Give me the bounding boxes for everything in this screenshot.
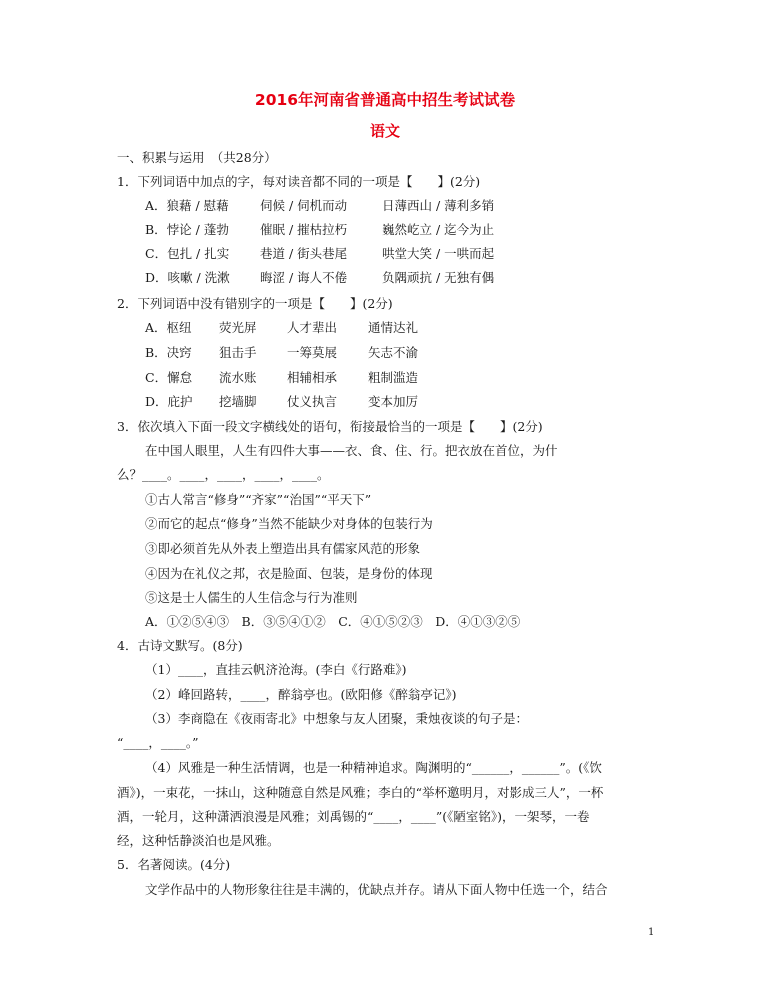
q2-option-b-1: B．决窍 (145, 345, 192, 360)
q5-line1: 文学作品中的人物形象往往是丰满的，优缺点并存。请从下面人物中任选一个，结合 (145, 882, 608, 897)
q2-option-d-4: 变本加厉 (368, 394, 419, 409)
q4-item-2: （2）峰回路转，____，醉翁亭也。(欧阳修《醉翁亭记》) (145, 687, 457, 702)
q3-stem: 3．依次填入下面一段文字横线处的语句，衔接最恰当的一项是【 】(2分) (117, 419, 543, 434)
q2-stem: 2．下列词语中没有错别字的一项是【 】(2分) (117, 296, 393, 311)
q1-option-b-2: 催眠 / 摧枯拉朽 (260, 222, 348, 237)
q3-sentence-4: ④因为在礼仪之邦，衣是脸面、包装，是身份的体现 (145, 566, 433, 581)
q2-option-b-2: 狙击手 (219, 345, 257, 360)
q4-item-4-line1: （4）风雅是一种生活情调，也是一种精神追求。陶渊明的“______，______”。(《饮 (145, 760, 602, 775)
q3-sentence-1: ①古人常言“修身”“齐家”“治国”“平天下” (145, 492, 372, 507)
q2-option-c-3: 相辅相承 (287, 370, 338, 385)
q1-option-a-3: 日薄西山 / 薄利多销 (382, 198, 495, 213)
q2-option-d-3: 仗义执言 (287, 394, 338, 409)
q1-stem: 1．下列词语中加点的字，每对读音都不同的一项是【 】(2分) (117, 174, 481, 189)
q2-option-a-3: 人才辈出 (287, 320, 338, 335)
q2-option-b-4: 矢志不渝 (368, 345, 419, 360)
q2-option-d-2: 挖墙脚 (219, 394, 257, 409)
q1-option-c-2: 巷道 / 街头巷尾 (260, 246, 348, 261)
q1-option-a-2: 伺候 / 伺机而动 (260, 198, 348, 213)
q4-item-1: （1）____，直挂云帆济沧海。(李白《行路难》) (145, 662, 407, 677)
q2-option-a-2: 荧光屏 (219, 320, 257, 335)
q2-option-d-1: D．庇护 (145, 394, 193, 409)
q5-stem: 5．名著阅读。(4分) (117, 857, 231, 872)
q3-paragraph-line1: 在中国人眼里，人生有四件大事——衣、食、住、行。把衣放在首位，为什 (145, 443, 558, 458)
q2-option-c-1: C．懈怠 (145, 370, 193, 385)
exam-title: 2016年河南省普通高中招生考试试卷 (254, 91, 516, 109)
q4-item-3-blank: “____，____。” (117, 735, 199, 750)
q1-option-a-1: A．狼藉 / 慰藉 (145, 198, 229, 213)
q1-option-c-1: C．包扎 / 扎实 (145, 246, 230, 261)
q4-item-4-line3: 酒，一轮月，这种潇洒浪漫是风雅；刘禹锡的“____，____”(《陋室铭》)，一架琴，一卷 (117, 809, 590, 824)
q2-option-a-4: 通情达礼 (368, 320, 419, 335)
q1-option-b-3: 巍然屹立 / 迄今为止 (382, 222, 495, 237)
q2-option-b-3: 一筹莫展 (287, 345, 338, 360)
q4-item-3: （3）李商隐在《夜雨寄北》中想象与友人团聚，秉烛夜谈的句子是： (145, 711, 528, 726)
q3-sentence-5: ⑤这是士人儒生的人生信念与行为准则 (145, 590, 358, 605)
q3-paragraph-line2: 么？____。____，____，____，____。 (117, 467, 330, 482)
q1-option-d-3: 负隅顽抗 / 无独有偶 (382, 270, 495, 285)
q2-option-a-1: A．枢纽 (145, 320, 192, 335)
q3-sentence-3: ③即必须首先从外表上塑造出具有儒家风范的形象 (145, 541, 421, 556)
q3-options: A．①②⑤④③ B．③⑤④①② C．④①⑤②③ D．④①③②⑤ (145, 614, 521, 629)
q1-option-c-3: 哄堂大笑 / 一哄而起 (382, 246, 495, 261)
page-number: 1 (648, 927, 655, 938)
q4-stem: 4．古诗文默写。(8分) (117, 638, 243, 653)
subject-title: 语文 (369, 122, 400, 140)
q4-item-4-line2: 酒》)，一束花，一抹山，这种随意自然是风雅；李白的“举杯邀明月，对影成三人”，一杯 (117, 785, 604, 800)
q1-option-b-1: B．悖论 / 蓬勃 (145, 222, 229, 237)
q3-sentence-2: ②而它的起点“修身”当然不能缺少对身体的包装行为 (145, 516, 433, 531)
q2-option-c-2: 流水账 (219, 370, 257, 385)
q4-item-4-line4: 经，这种恬静淡泊也是风雅。 (117, 833, 280, 848)
section-heading: 一、积累与运用 （共28分） (117, 150, 277, 165)
q2-option-c-4: 粗制滥造 (368, 370, 419, 385)
q1-option-d-1: D．咳嗽 / 洗漱 (145, 270, 230, 285)
q1-option-d-2: 晦涩 / 诲人不倦 (260, 270, 348, 285)
